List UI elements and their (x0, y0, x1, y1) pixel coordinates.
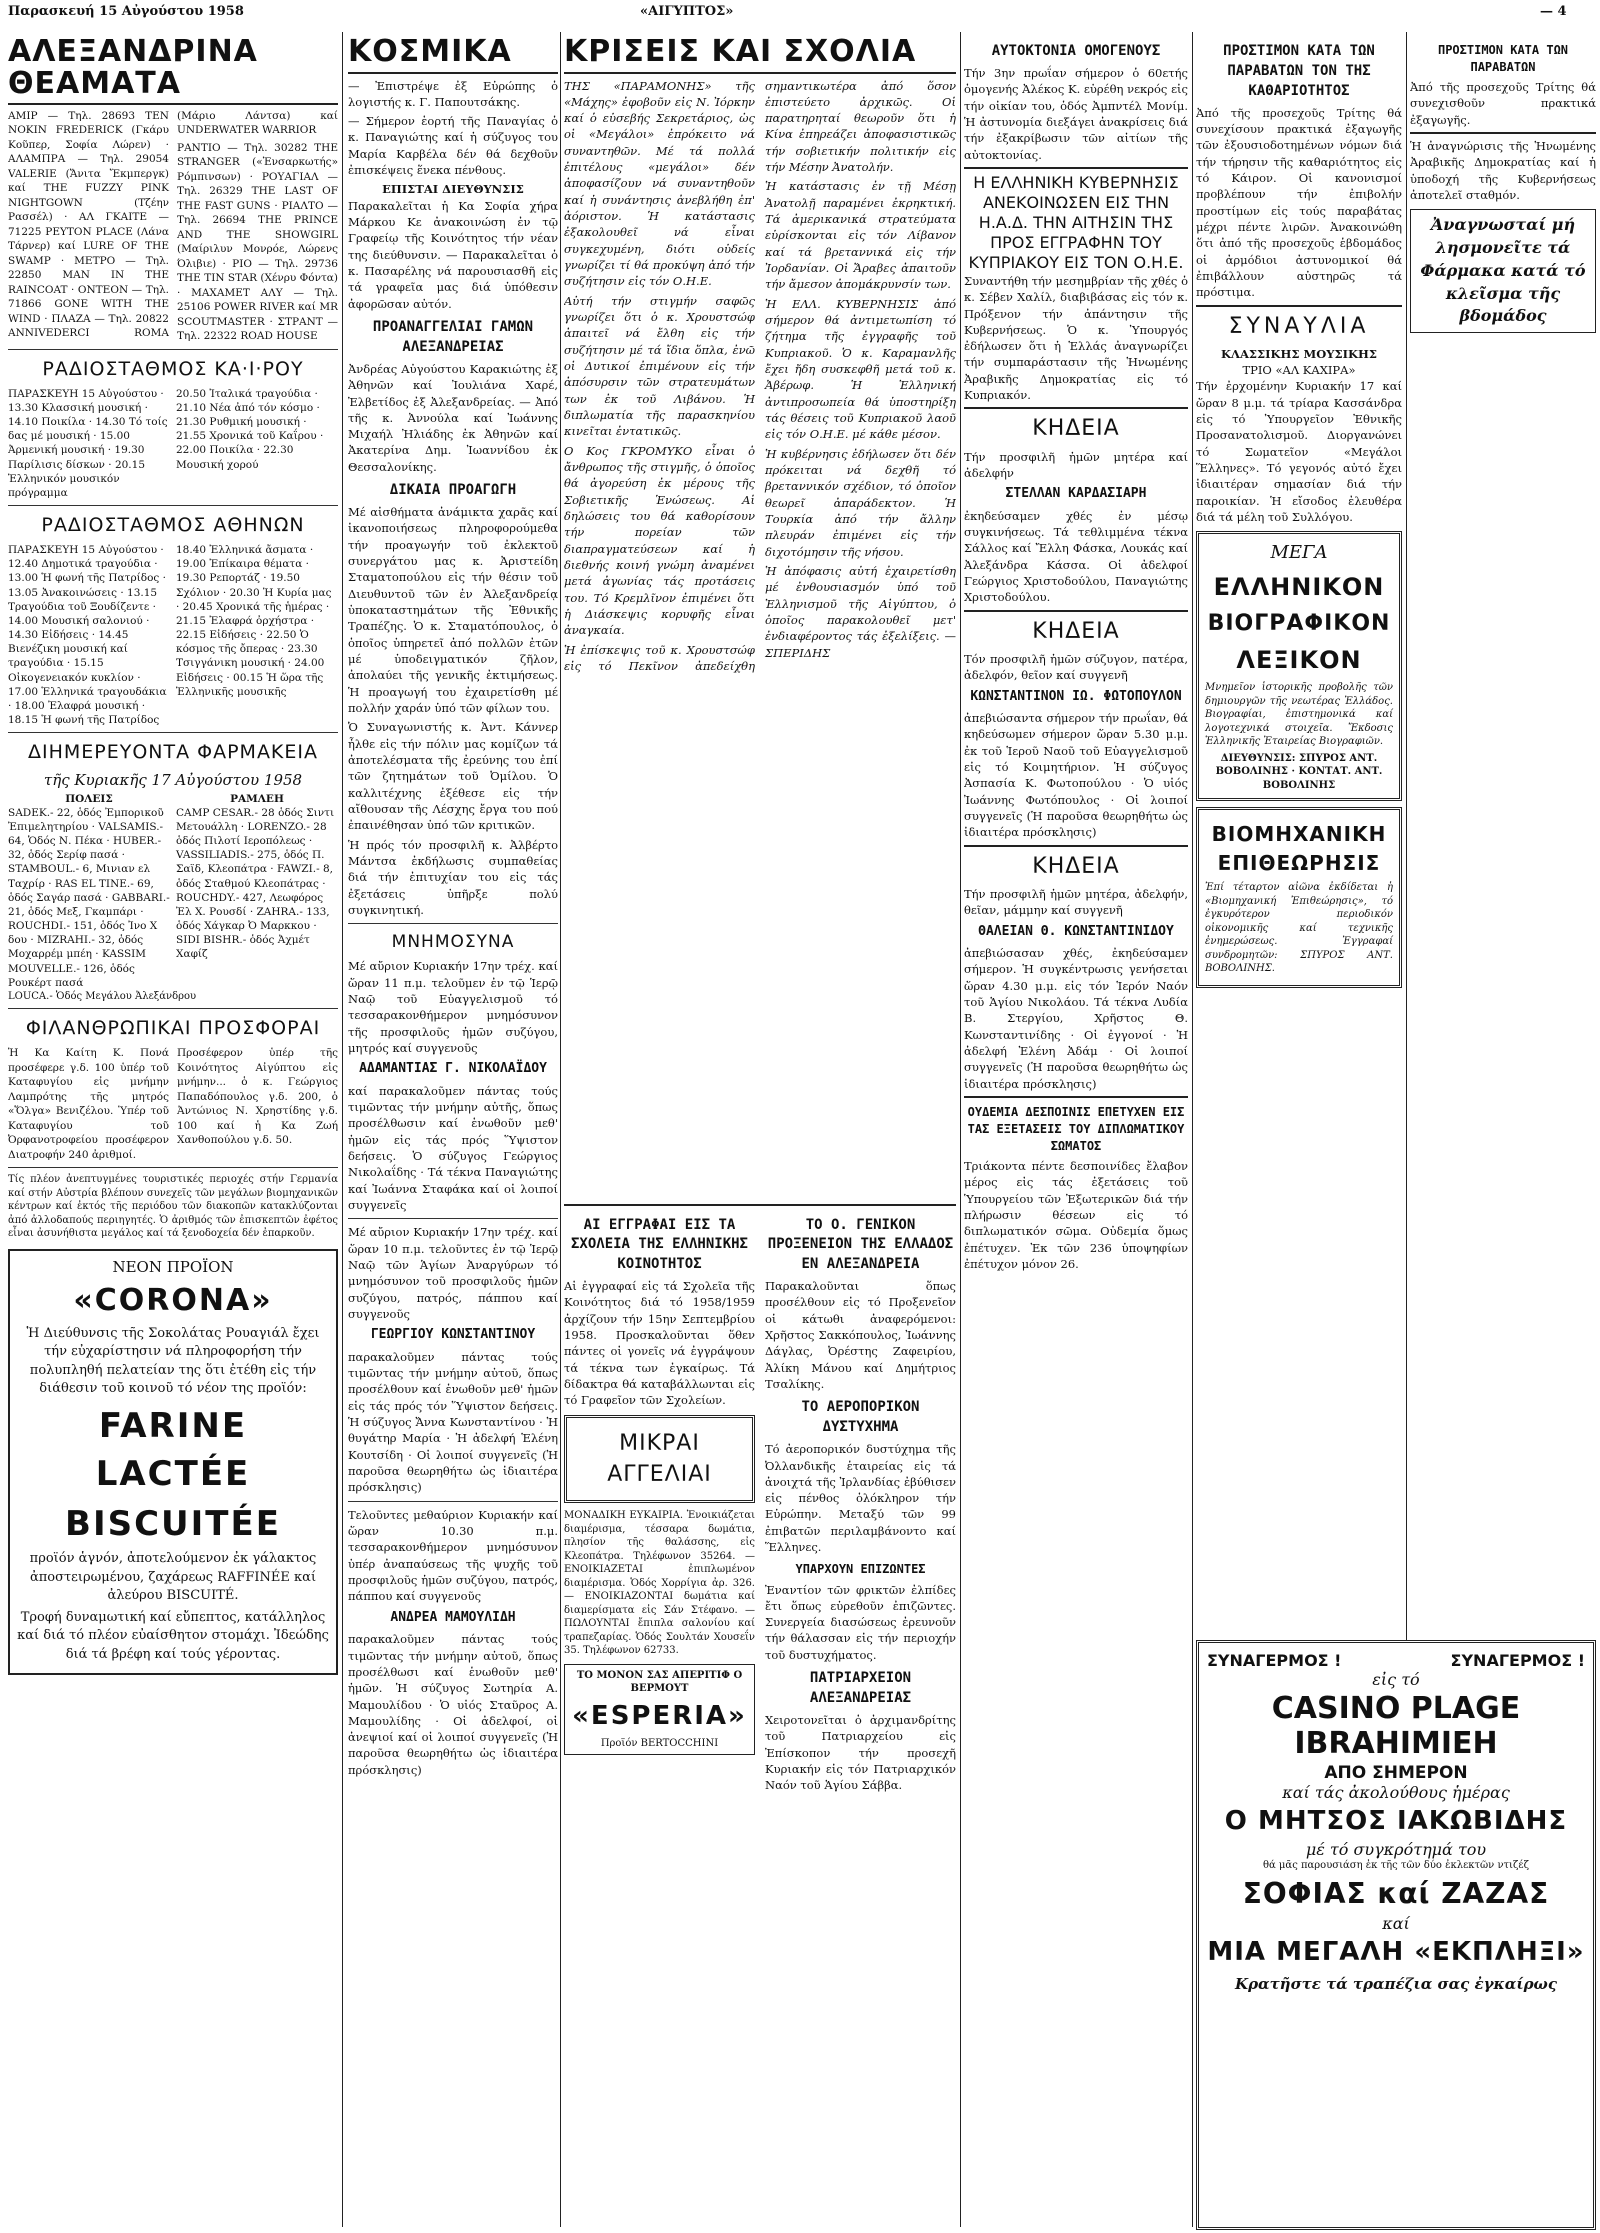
suicide-heading: ΑΥΤΟΚΤΟΝΙΑ ΟΜΟΓΕΝΟΥΣ (991, 43, 1161, 59)
weddings-text: Ἀνδρέας Αὐγούστου Καρακιώτης ἐξ Ἀθηνῶν καί Ἰουλιάνα Χαρέ, Ἐλβετίδος ἐξ Ἀλεξανδρείας. — Ἀπό τῆς κ. Ἀννούλα καί Ἰωάννης Μιχαήλ Ἠλιάδης ἐκ Ἀθηνῶν καί Ἀκατερίνα Δημ. Ἰωαννίδου ἐκ Θεσσαλονίκης. (348, 361, 558, 474)
commentary-p2: Αὐτή τήν στιγμήν σαφῶς γνωρίζει ὅτι ὁ κ. Χρουστσώφ ἀπαιτεῖ νά ἔλθη εἰς τήν συζήτησιν μέ τά ἴδια ὅπλα, ἐνῶ οἱ Δυτικοί ἐπιμένουν εἰς τήν ἀπόσυρσιν τῶν στρατευμάτων των ἐκ τοῦ Λιβάνου. Ἡ διπλωματία τῆς παρασκηνίου κινεῖται ἐντατικῶς. (564, 293, 755, 439)
divider (564, 1204, 956, 1206)
memorial-2-name: ΓΕΩΡΓΙΟΥ ΚΩΝΣΤΑΝΤΙΝΟΥ (370, 1327, 536, 1343)
divider (564, 72, 956, 74)
esperia-maker: Προϊόν BERTOCCHINI (600, 1737, 719, 1749)
memorial-3-intro: Τελοῦντες μεθαύριον Κυριακήν καί ὥραν 10.30 π.μ. τεσσαρακονθήμερον μνημόσυνον ὑπέρ ἀναπαύσεως τῆς ψυχῆς τοῦ προσφιλοῦς ἡμῶν συζύγου, πατρός, πάππου καί συγγενοῦς (348, 1507, 558, 1604)
social-p2: — Σήμερον ἑορτή τῆς Παναγίας ὁ κ. Παναγιώτης καί ἡ σύζυγος του Μαρία Καρβέλα δέν θά δεχθοῦν ἐπισκέψεις ἕνεκα πένθους. (348, 114, 558, 178)
casino-presents: θά μᾶς παρουσιάση ἐκ τῆς τῶν δύο ἐκλεκτῶν ντιζέζ (1262, 1860, 1529, 1871)
concert-heading: ΣΥΝΑΥΛΙΑ (1228, 313, 1370, 339)
weddings-heading: ΠΡΟΑΝΑΓΓΕΛΙΑΙ ΓΑΜΩΝ ΑΛΕΞΑΝΔΡΕΙΑΣ (372, 319, 534, 355)
memorials-heading: ΜΝΗΜΟΣΥΝΑ (391, 932, 515, 953)
commentary-lower (564, 1210, 956, 1797)
social-heading: ΚΟΣΜΙΚΑ (348, 36, 512, 69)
lexicon-contact: ΔΙΕΥΘΥΝΣΙΣ: ΣΠΥΡΟΣ ΑΝΤ. ΒΟΒΟΛΙΝΗΣ · ΚΟΝΤΑΤ. ΑΝΤ. ΒΟΒΟΛΙΝΗΣ (1215, 752, 1383, 791)
concert-subheading: ΚΛΑΣΣΙΚΗΣ ΜΟΥΣΙΚΗΣ (1221, 346, 1377, 361)
radio-cairo-schedule (8, 387, 338, 500)
casino-alarm (1207, 1651, 1585, 1670)
esperia-heading: ΤΟ ΜΟΝΟΝ ΣΑΣ ΑΠΕΡΙΤΙΦ Ο ΒΕΡΜΟΥΤ (576, 1669, 743, 1695)
funeral-1-heading: ΚΗΔΕΙΑ (1032, 416, 1120, 442)
casino-reserve: Κρατῆστε τά τραπέζια σας ἐγκαίρως (1235, 1974, 1557, 1993)
pharmacy-ramleh-list: CAMP CESAR.- 28 ὁδός Σιντι Μετουάλλη · LORENZO.- 28 ὁδός Πιλοτί Ιεροπόλεως · VASSILIADIS.- 275, ὁδός Π. Σαϊδ, Κλεοπάτρα · FAWZI.- 8, ὁδός Σταθμού Κλεοπάτρας · ROUCHDY.- 427, Λεωφόρος Ἐλ Χ. Ρουσδί · ZAHRA.- 133, ὁδός Χάγκαρ Ὀ Μαρκκου · SIDI BISHR.- ὁδός Ἀχμέτ Χαφίζ (176, 806, 335, 961)
memorial-1-name: ΑΔΑΜΑΝΤΙΑΣ Γ. ΝΙΚΟΛΑΪΔΟΥ (359, 1061, 547, 1077)
social-p6: Ὁ Συναγωνιστής κ. Ἀντ. Κάννερ ἦλθε εἰς τήν πόλιν μας κομίζων τά ἀποτελέσματα τῆς ἐρεύνης του ἐπί τῶν ζητημάτων τοῦ Ὀμίλου. Ὁ καλλιτέχνης ἐξέθεσε εἰς τήν αἴθουσαν τῆς Λέσχης ἔργα του πού ἐπαινέθησαν ὑπό τῶν κριτικῶν. (348, 720, 558, 833)
divider (8, 349, 338, 350)
promotion-text: Μέ αἰσθήματα ἀνάμικτα χαρᾶς καί ἱκανοποιήσεως πληροφορούμεθα τήν προαγωγήν τοῦ ἐκλεκτοῦ συνεργάτου μας κ. Ἀριστείδη Σταματοπούλου εἰς τήν θέσιν τοῦ Διευθυντοῦ τῶν ἐν Ἀλεξανδρείᾳ ὑποκαταστημάτων τῆς Ἐθνικῆς Τραπέζης. Ὁ κ. Σταματόπουλος, ὁ ὁποῖος ὑπηρετεῖ ἀπό πολλῶν ἐτῶν μέ ὑποδειγματικόν ζῆλον, ἀπολαύει τῆς γενικῆς ἐκτιμήσεως. Ἡ προαγωγή του ἐχαιρετίσθη μέ πολλήν χαράν ὑπό τῶν φίλων του. (348, 505, 558, 715)
divider (8, 1167, 338, 1168)
philanthropic-a: Ἡ Κα Καίτη Κ. Πονά προσέφερε γ.δ. 100 ὑπέρ τοῦ Καταφυγίου εἰς μνήμην Λαμπρότης τῆς μητρός «Ὅλγα» Βενιζέλου. Ὑπέρ τοῦ Καταφυγίου τοῦ Ὀρφανοτροφείου προσέφερον Διατροφήν 240 ἀριθμοί. (8, 1047, 169, 1161)
lexicon-line-a: ΕΛΛΗΝΙΚΟΝ (1213, 572, 1385, 601)
classifieds-heading: ΜΙΚΡΑΙ ΑΓΓΕΛΙΑΙ (607, 1430, 712, 1487)
casino-singers: ΣΟΦΙΑΣ καί ΖΑΖΑΣ (1242, 1876, 1550, 1910)
pharmacy-ramleh-label: ΡΑΜΛΕΗ (230, 792, 284, 805)
tourism-article: Τίς πλέον ἀνεπτυγμένες τουριστικές περιοχές στήν Γερμανία καί στήν Αὐστρία βλέπουν συνεχεῖς τῶν μεγάλων βιομηχανικῶν κέντρων καί ἐκτός τῆς περιόδου τῶν διακοπῶν κατακλύζονται ἀπό ἀλλοδαπούς περιηγητές. Ὁ ἀριθμός τῶν ἐπισκεπτῶν ἐφέτος εἶναι ἀσυνήθιστα μεγάλος καί τά ξενοδοχεία δέν ἐπαρκοῦν. (8, 1174, 338, 1240)
edge-text-a: Ἀπό τῆς προσεχοῦς Τρίτης θά συνεχισθοῦν πρακτικά ἐξαγωγῆς. (1410, 80, 1596, 127)
funeral-2-text: ἀπεβιώσαντα σήμερον τήν πρωΐαν, θά κηδεύσωμεν σήμερον ὥραν 5.30 μ.μ. ἐκ τοῦ Ἱεροῦ Ναοῦ τοῦ Εὐαγγελισμοῦ εἰς τό Κοιμητήριον. Ἡ σύζυγος Ἀσπασία Κ. Φωτοπούλου · Ὁ υἱός Ἰωάννης Φωτόπουλος · Οἱ λοιποί συγγενεῖς (Ἡ παροῦσα θεωρηθήτω ὡς ἰδιαιτέρα πρόσκλησις) (964, 711, 1188, 840)
column-commentary (564, 36, 956, 2226)
divider (964, 407, 1188, 409)
air-crash-heading: ΤΟ ΑΕΡΟΠΟΡΙΚΟΝ ΔΥΣΤΥΧΗΜΑ (801, 1399, 920, 1436)
divider (964, 167, 1188, 169)
lexicon-pre: ΜΕΓΑ (1270, 542, 1328, 564)
funeral-2-name: ΚΩΝΣΤΑΝΤΙΝΟΝ ΙΩ. ΦΩΤΟΠΟΥΛΟΝ (970, 688, 1182, 704)
masthead-title: «ΑΙΓΥΠΤΟΣ» (640, 4, 734, 19)
corona-note: Τροφή δυναμωτική καί εὔπεπτος, κατάλληλος καί διά τό πλέον εὐαίσθητον στομάχι. Ἰδεώδης διά τά βρέφη καί τούς γέροντας. (17, 1609, 329, 1662)
consulate-text: Παρακαλοῦνται ὅπως προσέλθουν εἰς τό Προξενεῖον οἱ κάτωθι ἀναφερόμενοι: Χρῆστος Σακκόπουλος, Ἰωάννης Δάγλας, Ὀρέστης Ζαφειρίου, Ἀλίκη Μάνου καί Δημήτριος Τσαλίκης. (765, 1279, 956, 1392)
review-heading: ΒΙΟΜΗΧΑΝΙΚΗ ΕΠΙΘΕΩΡΗΣΙΣ (1211, 822, 1387, 875)
column-rule (1192, 32, 1193, 2227)
masthead-page: — 4 (1540, 4, 1567, 19)
greek-government-text: Συναντήθη τήν μεσημβρίαν τῆς χθές ὁ κ. Σέβεν Χαλίλ, διαβιβάσας εἰς τόν κ. Πρόξενον τήν ἀπάντησιν τῆς Κυβερνήσεως. Ὁ κ. Ὑπουργός ἐδήλωσεν ὅτι ἡ Ἑλλάς ἀναγνωρίζει τήν συμπαράστασιν τῆς Ἡνωμένης Ἀραβικῆς Δημοκρατίας εἰς τό Κυπριακόν. (964, 273, 1188, 403)
radio-cairo-heading: ΡΑΔΙΟΣΤΑΘΜΟΣ ΚΑ·Ι·ΡΟΥ (42, 357, 304, 380)
commentary-body (564, 78, 956, 1200)
divider (8, 732, 338, 733)
fines-text: Ἀπό τῆς προσεχοῦς Τρίτης θά συνεχίσουν πρακτικά ἐξαγωγῆς τῶν ἐξουσιοδοτημένων νόμων διά τήν τήρησιν τῆς καθαριότητος εἰς τό Κάιρον. Οἱ κανονισμοί προβλέπουν τήν ἐπιβολήν προστίμων εἰς τούς παραβάτας μέχρι πέντε λιρῶν. Ἀνακοινώθη ὅτι ἀπό τῆς προσεχοῦς ἑβδομάδος οἱ ἀρμόδιοι ἀστυνομικοί θά ἐπιβάλλουν αὐστηρῶς τά πρόστιμα. (1196, 105, 1402, 300)
school-enrollment-heading: ΑΙ ΕΓΓΡΑΦΑΙ ΕΙΣ ΤΑ ΣΧΟΛΕΙΑ ΤΗΣ ΕΛΛΗΝΙΚΗΣ ΚΟΙΝΟΤΗΤΟΣ (570, 1216, 748, 1273)
memorial-1-intro: Μέ αὔριον Κυριακήν 17ην τρέχ. καί ὥραν 11 π.μ. τελοῦμεν ἐν τῷ Ἱερῷ Ναῷ τοῦ Εὐαγγελισμοῦ τό τεσσαρακονθήμερον μνημόσυνον τῆς προσφιλοῦς ἡμῶν συζύγου, μητρός καί συγγενοῦς (348, 959, 558, 1055)
commentary-p5: Ἡ κατάστασις ἐν τῇ Μέσῃ Ἀνατολῇ παραμένει ἐκρηκτική. Τά ἀμερικανικά στρατεύματα εὑρίσκονται εἰς τόν Λίβανον καί τά βρεταννικά εἰς τήν Ἰορδανίαν. Οἱ Ἄραβες ἀπαιτοῦν τήν ἄμεσον ἀπομάκρυνσίν των. (765, 179, 956, 292)
casino-alarm-b: ΣΥΝΑΓΕΡΜΟΣ ! (1450, 1651, 1585, 1670)
column-news (964, 36, 1188, 2226)
corona-brand: «CORONA» (73, 1283, 273, 1319)
readers-notice-text: Ἀναγνωσταί μή λησμονεῖτε τά Φάρμακα κατά τό κλεῖσμα τῆς βδομάδος (1420, 215, 1586, 326)
review-advert (1196, 807, 1402, 987)
esperia-brand: «ESPERIA» (572, 1700, 747, 1731)
commentary-p7: Ἡ κυβέρνησις ἐδήλωσεν ὅτι δέν πρόκειται νά δεχθῆ τό βρεταννικόν σχέδιον, τό ὁποῖον θεωρεῖ ἀπαράδεκτον. Ἡ Τουρκία ἀπό τήν ἄλλην πλευράν ἐπιμένει εἰς τήν διχοτόμησιν τῆς νήσου. (765, 446, 956, 559)
classifieds-box (564, 1415, 755, 1503)
column-social (348, 36, 558, 2226)
social-p3: Παρακαλεῖται ἡ Κα Σοφία χήρα Μάρκου Κε ἀνακοινώση ἐν τῷ Γραφείῳ τῆς Κοινότητος τήν νέαν της διεύθυνσιν. — Παρακαλεῖται ὁ κ. Πασαρέλης νά παρουσιασθῆ εἰς τά γραφεῖα μας διά ὑπόθεσιν ἀφορῶσαν αὐτόν. (348, 198, 558, 311)
divider (8, 505, 338, 506)
pharmacy-list (8, 792, 338, 990)
funeral-3-intro: Τήν προσφιλῆ ἡμῶν μητέρα, ἀδελφήν, θεῖαν, μάμμην καί συγγενῆ (964, 886, 1188, 918)
divider (8, 103, 338, 105)
radio-cairo-col-a: ΠΑΡΑΣΚΕΥΗ 15 Αὐγούστου · 13.30 Κλασσική μουσική · 14.10 Ποικίλα · 14.30 Τό τοίς δας μέ μουσική · 15.00 Ἀρμενική μουσική · 19.30 Παρίλισις δίσκων · 20.15 Ἑλληνικόν μουσικόν πρόγραμμα (8, 387, 168, 499)
diplomatic-exam-heading: ΟΥΔΕΜΙΑ ΔΕΣΠΟΙΝΙΣ ΕΠΕΤΥΧΕΝ ΕΙΣ ΤΑΣ ΕΞΕΤΑΣΕΙΣ ΤΟΥ ΔΙΠΛΩΜΑΤΙΚΟΥ ΣΩΜΑΤΟΣ (967, 1105, 1185, 1154)
diplomatic-exam-text: Τριάκοντα πέντε δεσποινίδες ἔλαβον μέρος εἰς τάς ἐξετάσεις τοῦ Ὑπουργείου τῶν Ἐξωτερικῶν διά τήν πλήρωσιν θέσεων εἰς τό διπλωματικόν σῶμα. Οὐδεμία ὅμως ἐπέτυχεν. Ἐκ τῶν 236 ὑποψηφίων ἐπέτυχον μόνον 26. (964, 1159, 1188, 1272)
funeral-2-intro: Τόν προσφιλῆ ἡμῶν σύζυγον, πατέρα, ἀδελφόν, θεῖον καί συγγενῆ (964, 652, 1188, 683)
divider (1196, 305, 1402, 307)
philanthropic-text (8, 1046, 338, 1162)
pharmacy-city-list: SADEK.- 22, ὁδός Ἐμπορικοῦ Ἐπιμελητηρίου · VALSAMIS.- 64, Ὁδός Ν. Πέκα · HUBER.- 32, ὁδός Σερίφ πασά · STAMBOUL.- 6, Μινιαν ελ Ταχρίρ · RAS EL TINE.- 69, ὁδός Σαγάρ πασά · GABBARI.- 21, ὁδός Μεξ, Γκαμπάρι · ROUCHDI.- 151, ὁδός Ἰνο Χ δου · MIZRAHI.- 32, ὁδός Μοχαρρέμ μπέη · KASSIM MOUVELLE.- 126, ὁδός Ρουκέρτ πασά (8, 806, 170, 989)
survivors-heading: ΥΠΑΡΧΟΥΝ ΕΠΙΖΩΝΤΕΣ (795, 1562, 926, 1577)
commentary-p6: Ἡ ΕΛΛ. ΚΥΒΕΡΝΗΣΙΣ ἀπό σήμερον θά ἀντιμετωπίση τό ζήτημα τῆς ἐγγραφῆς τοῦ Κυπριακοῦ. Ὁ κ. Καραμανλῆς ἔχει ἤδη συσκεφθῆ μετά τοῦ κ. Ἀβέρωφ. Ἡ Ἑλληνική ἀντιπροσωπεία θά ὑποστηρίξη τάς θέσεις τοῦ Κυπριακοῦ λαοῦ εἰς τόν Ο.Η.Ε. μέ κάθε μέσον. (765, 296, 956, 442)
patriarchate-heading: ΠΑΤΡΙΑΡΧΕΙΟΝ ΑΛΕΞΑΝΔΡΕΙΑΣ (809, 1670, 912, 1707)
addresses-heading: ΕΠΙΣΤΑΙ ΔΙΕΥΘΥΝΣΙΣ (382, 182, 524, 197)
edge-heading: ΠΡΟΣΤΙΜΟΝ ΚΑΤΑ ΤΩΝ ΠΑΡΑΒΑΤΩΝ (1437, 43, 1569, 75)
radio-cairo-col-b: 20.50 Ἰταλικά τραγούδια · 21.10 Νέα ἀπό τόν κόσμο · 21.30 Ρυθμική μουσική · 21.55 Χρονικά τοῦ Καΐρου · 22.00 Ποικίλα · 22.30 Μουσική χορού (176, 387, 324, 471)
lexicon-line-c: ΛΕΞΙΚΟΝ (1236, 646, 1362, 675)
column-rule (960, 32, 961, 2227)
corona-text: Ἡ Διεύθυνσις τῆς Σοκολάτας Ρουαγιάλ ἔχει τήν εὐχαρίστησιν νά πληροφορήση τήν πολυπληθή πελατείαν της ὅτι ἐτέθη εἰς τήν διάθεσιν τοῦ κοινοῦ τό νέον της προϊόν: (26, 1325, 320, 1397)
lexicon-line-b: ΒΙΟΓΡΑΦΙΚΟΝ (1207, 611, 1391, 637)
philanthropic-b: Προσέφερον ὑπέρ τῆς Κοινότητος Αἰγύπτου εἰς μνήμην... ὁ κ. Γεώργιος Παπαδόπουλος γ.δ. 200, ὁ Ἀντώνιος Ν. Χρηστίδης γ.δ. 100 καί ἡ Κα Ζωή Χανθοπούλου γ.δ. 50. (177, 1047, 338, 1147)
patriarchate-text: Χειροτονεῖται ὁ ἀρχιμανδρίτης τοῦ Πατριαρχείου εἰς Ἐπίσκοπον τήν προσεχῆ Κυριακήν εἰς τόν Πατριαρχικόν Ναόν τοῦ Ἁγίου Σάββα. (765, 1712, 956, 1793)
promotion-heading: ΔΙΚΑΙΑ ΠΡΟΑΓΩΓΗ (389, 482, 517, 499)
radio-athens-col-b: 18.40 Ἐλληνικά ἄσματα · 19.00 Ἐπίκαιρα θέματα · 19.30 Ρεπορτάζ · 19.50 Σχόλιον · 20.30 Ἡ Κυρία μας · 20.45 Χρονικά τῆς ἡμέρας · 21.15 Ἐλαφρά ὀρχήστρα · 22.15 Εἰδήσεις · 22.50 Ὁ κόσμος τῆς ὄπερας · 23.30 Τσιγγάνικη μουσική · 24.00 Εἰδήσεις · 00.15 Ἡ ὥρα τῆς Ἑλληνικῆς μουσικῆς (176, 544, 332, 698)
classifieds-text: ΜΟΝΑΔΙΚΗ ΕΥΚΑΙΡΙΑ. Ἐνοικιάζεται διαμέρισμα, τέσσαρα δωμάτια, πλησίον τῆς θαλάσσης, εἰς Κλεοπάτρα. Τηλέφωνον 35264. — ΕΝΟΙΚΙΑΖΕΤΑΙ ἐπιπλωμένον διαμέρισμα. Ὁδός Χορρίγια ἀρ. 326. — ΕΝΟΙΚΙΑΖΟΝΤΑΙ δωμάτια καί διαμερίσματα εἰς Σάν Στέφανο. — ΠΩΛΟΥΝΤΑΙ ἔπιπλα σαλονίου καί τραπεζαρίας. Ὁδός Σουλτάν Χουσεΐν 35. Τηλέφωνον 62733. (564, 1510, 755, 1657)
divider (348, 1501, 558, 1502)
commentary-p8: Ἡ ἀπόφασις αὐτή ἐχαιρετίσθη μέ ἐνθουσιασμόν ὑπό τοῦ Ἑλληνισμοῦ τῆς Αἰγύπτου, ὁ ὁποῖος παρακολουθεῖ μετ' ἐνδιαφέροντος τάς ἐξελίξεις. — ΣΠΕΡΙΔΗΣ (765, 564, 956, 660)
casino-and: καί (1382, 1913, 1410, 1933)
funeral-3-text: ἀπεβιώσασαν χθές, ἐκηδεύσαμεν σήμερον. Ἡ συγκέντρωσις γενήσεται ὥραν 4.30 μ.μ. εἰς τόν Ἱερόν Ναόν τοῦ Ἁγίου Νικολάου. Τά τέκνα Λυδία Β. Στεργίου, Χρῆστος Θ. Κωνσταντινίδης · Οἱ ἐγγονοί · Ἡ ἀδελφή Ἑλένη Ἀδάμ · Οἱ λοιποί συγγενεῖς (Ἡ παροῦσα θεωρηθήτω ὡς ἰδιαιτέρα πρόσκλησις) (964, 946, 1188, 1091)
cinema-list-right: ΡΑΝΤΙΟ — Τηλ. 30282 THE STRANGER («Ἐνσαρκωτής» Ρόμπινσων) · ΡΟΥΑΓΙΑΛ — Τηλ. 26329 THE LAST OF THE FAST GUNS · ΡΙΑΛΤΟ — Τηλ. 26694 THE PRINCE AND THE SHOWGIRL (Μαίριλυν Μονρόε, Λώρενς Όλιβιε) · ΡΙΟ — Τηλ. 29736 THE TIN STAR (Χένρυ Φόντα) · ΜΑΧΑΜΕΤ ΑΛΥ — Τηλ. 25106 POWER RIVER καί MR SCOUTMASTER · ΣΤΡΑΝΤ — Τηλ. 22322 ROAD HOUSE (177, 141, 338, 343)
column-rule (342, 32, 343, 2227)
casino-advert (1196, 1640, 1596, 2230)
funeral-3-name: ΘΑΛΕΙΑΝ Θ. ΚΩΝΣΤΑΝΤΙΝΙΔΟΥ (978, 923, 1174, 939)
masthead-date: Παρασκευή 15 Αὐγούστου 1958 (8, 4, 244, 19)
lexicon-text: Μνημεῖον ἱστορικῆς προβολῆς τῶν δημιουργῶν τῆς νεωτέρας Ἑλλάδος. Βιογραφίαι, ἐπιστημονικά καί λογοτεχνικά στοιχεῖα. Ἔκδοσις Ἑλληνικῆς Ἐταιρείας Βιογραφιῶν. (1205, 682, 1393, 748)
divider (964, 610, 1188, 612)
divider (1410, 132, 1596, 134)
corona-desc: προϊόν ἁγνόν, ἀποτελούμενον ἐκ γάλακτος ἀποστειρωμένου, ζαχάρεως RAFFINÉE καί ἀλεύρου BISCUITÉ. (29, 1551, 317, 1604)
fines-heading: ΠΡΟΣΤΙΜΟΝ ΚΑΤΑ ΤΩΝ ΠΑΡΑΒΑΤΩΝ ΤΟΝ ΤΗΣ ΚΑΘΑΡΙΟΤΗΤΟΣ (1223, 43, 1375, 99)
theatres-heading: ΑΛΕΞΑΝΔΡΙΝΑ ΘΕΑΜΑΤΑ (8, 36, 258, 101)
funeral-1-name: ΣΤΕΛΛΑΝ ΚΑΡΔΑΣΙΑΡΗ (1005, 486, 1147, 502)
funeral-1-intro: Τήν προσφιλῆ ἡμῶν μητέρα καί ἀδελφήν (964, 449, 1188, 481)
memorial-3-text: παρακαλοῦμεν πάντας τούς τιμῶντας τήν μνήμην αὐτοῦ, ὅπως προσέλθωσι καί ἑνωθοῦν μεθ' ἡμῶν. Ἡ σύζυγος Σωτηρία Α. Μαμουλίδου · Ὁ υἱός Σταῦρος Α. Μαμουλίδης · Οἱ ἀδελφοί, οἱ ἀνεψιοί καί οἱ λοιποί συγγενεῖς (Ἡ παροῦσα θεωρηθήτω ὡς ἰδιαιτέρα πρόσκλησις) (348, 1632, 558, 1777)
divider (348, 72, 558, 74)
edge-text-b: Ἡ ἀναγνώρισις τῆς Ἡνωμένης Ἀραβικῆς Δημοκρατίας καί ἡ ὑποδοχή τῆς Κυβερνήσεως ἀποτελεῖ σταθμόν. (1410, 139, 1596, 203)
radio-athens-heading: ΡΑΔΙΟΣΤΑΘΜΟΣ ΑΘΗΝΩΝ (41, 514, 305, 537)
divider (348, 1218, 558, 1219)
greek-government-heading: Η ΕΛΛΗΝΙΚΗ ΚΥΒΕΡΝΗΣΙΣ ΑΝΕΚΟΙΝΩΣΕΝ ΕΙΣ ΤΗΝ Η.Α.Δ. ΤΗΝ ΑΙΤΗΣΙΝ ΤΗΣ ΠΡΟΣ ΕΓΓΡΑΦΗΝ ΤΟΥ ΚΥΠΡΙΑΚΟΥ ΕΙΣ ΤΟΝ Ο.Η.Ε. (968, 172, 1184, 272)
corona-advert (8, 1249, 338, 1675)
commentary-p3: Ο Κος ΓΚΡΟΜΥΚΟ εἶναι ὁ ἄνθρωπος τῆς στιγμῆς, ὁ ὁποῖος θά ἀγορεύση ἐκ μέρους τῆς Σοβιετικῆς Ἑνώσεως. Αἱ δηλώσεις του θά καθορίσουν τήν πορείαν τῶν διαπραγματεύσεων καί ἡ διεθνής κοινή γνώμη ἀναμένει μετά ἀγωνίας τάς προτάσεις του. Τό Κρεμλῖνον ἐπιμένει ὅτι ἡ Διάσκεψις κορυφῆς εἶναι ἀναγκαία. (564, 443, 755, 638)
casino-at: εἰς τό (1372, 1670, 1420, 1689)
memorial-1-text: καί παρακαλοῦμεν πάντας τούς τιμῶντας τήν μνήμην αὐτῆς, ὅπως προσέλθωσιν καί ἑνωθοῦν μεθ' ἡμῶν εἰς τάς πρός Ὕψιστον δεήσεις. Ὁ σύζυγος Γεώργιος Νικολαΐδης · Τά τέκνα Παναγιώτης καί Ἰωάννα Σταφάκα καί οἱ λοιποί συγγενεῖς (348, 1083, 558, 1213)
pharmacy-city-label: ΠΟΛΕΙΣ (65, 792, 113, 805)
casino-from-today: ΑΠΟ ΣΗΜΕΡΟΝ (1324, 1763, 1468, 1783)
column-rule (560, 32, 561, 2227)
commentary-heading: ΚΡΙΣΕΙΣ ΚΑΙ ΣΧΟΛΙΑ (564, 36, 917, 69)
biscuitee: BISCUITÉE (65, 1504, 281, 1545)
casino-ensemble: μέ τό συγκρότημά του (1305, 1840, 1487, 1859)
radio-athens-schedule (8, 543, 338, 727)
survivors-text: Ἐναντίον τῶν φρικτῶν ἐλπίδες ἔτι ὅπως εὑρεθοῦν ἐπιζῶντες. Συνεργεία διασώσεως ἐρευνοῦν τήν θάλασσαν εἰς τήν περιοχήν τοῦ δυστυχήματος. (765, 1582, 956, 1662)
funeral-2-heading: ΚΗΔΕΙΑ (1032, 618, 1120, 644)
review-text: Ἐπί τέταρτον αἰῶνα ἐκδίδεται ἡ «Βιομηχανική Ἐπιθεώρησις», τό ἐγκυρότερον περιοδικόν οἰκονομικῆς καί τεχνικῆς ἐνημερώσεως. Ἐγγραφαί συνδρομητῶν: ΣΠΥΡΟΣ ΑΝΤ. ΒΟΒΟΛΙΝΗΣ. (1205, 882, 1393, 975)
casino-name: CASINO PLAGE IBRAHIMIEH (1271, 1691, 1521, 1761)
cinema-listings (8, 109, 338, 344)
suicide-text: Τήν 3ην πρωΐαν σήμερον ὁ 60ετής ὁμογενής Ἀλέκος Κ. εὑρέθη νεκρός εἰς τήν οἰκίαν του, ὁδός Ἀμπντέλ Μονίμ. Ἡ ἀστυνομία διεξάγει ἀνακρίσεις διά τήν ἐξακρίβωσιν τῶν αἰτίων τῆς αὐτοκτονίας. (964, 65, 1188, 162)
esperia-advert (564, 1664, 755, 1755)
farine-lactee: FARINE LACTÉE (95, 1405, 251, 1494)
lexicon-advert (1196, 531, 1402, 801)
divider (964, 845, 1188, 847)
column-entertainment (8, 36, 338, 2226)
social-p1: — Ἐπιστρέψε ἐξ Εὐρώπης ὁ λογιστής κ. Γ. Παπουτσάκης. (348, 78, 558, 109)
memorial-2-intro: Μέ αὔριον Κυριακήν 17ην τρέχ. καί ὥραν 10 π.μ. τελοῦντες ἐν τῷ Ἱερῷ Ναῷ τῶν Ἁγίων Ἀναργύρων τό μνημόσυνον τοῦ προσφιλοῦς ἡμῶν συζύγου, πατρός, πάππου καί συγγενοῦς (348, 1225, 558, 1322)
social-p7: Ἡ πρός τόν προσφιλῆ κ. Ἀλβέρτο Μάντσα ἐκδήλωσις συμπαθείας διά τήν ἐπιτυχίαν του εἰς τάς ἐξετάσεις ὑπῆρξε πολύ συγκινητική. (348, 837, 558, 917)
casino-following-days: καί τάς ἀκολούθους ἡμέρας (1282, 1783, 1510, 1802)
pharmacy-heading: ΔΙΗΜΕΡΕΥΟΝΤΑ ΦΑΡΜΑΚΕΙΑ (27, 741, 319, 764)
casino-alarm-a: ΣΥΝΑΓΕΡΜΟΣ ! (1207, 1651, 1342, 1670)
memorial-2-text: παρακαλοῦμεν πάντας τούς τιμῶντας τήν μνήμην αὐτοῦ, ὅπως προσέλθουν καί ἑνωθοῦν μεθ' ἡμῶν εἰς τάς πρός τόν Ὕψιστον δεήσεις. Ἡ σύζυγος Ἄννα Κωνσταντίνου · Ἡ θυγάτηρ Μαρία · Ἡ ἀδελφή Ἑλένη Κουτσίδη · Οἱ λοιποί συγγενεῖς (Ἡ παροῦσα θεωρηθήτω ὡς ἰδιαιτέρα πρόσκλησις) (348, 1349, 558, 1495)
readers-notice (1410, 209, 1596, 333)
consulate-heading: ΤΟ Ο. ΓΕΝΙΚΟΝ ΠΡΟΞΕΝΕΙΟΝ ΤΗΣ ΕΛΛΑΔΟΣ ΕΝ ΑΛΕΞΑΝΔΡΕΙΑ (767, 1216, 954, 1273)
pharmacy-louca: LOUCA.- Ὁδός Μεγάλου Ἀλεξάνδρου (8, 990, 197, 1002)
radio-athens-col-a: ΠΑΡΑΣΚΕΥΗ 15 Αὐγούστου · 12.40 Δημοτικά τραγούδια · 13.00 Ἡ φωνή τῆς Πατρίδος · 13.05 Ἀνακοινώσεις · 13.15 Τραγούδια τοῦ Ξουδίζεντε · 14.00 Μουσική σαλονιού · 14.30 Εἰδήσεις · 14.45 Βιενέζικη μουσική καί τραγούδια · 15.15 Οἰκογενειακόν κυκλίον · 17.00 Ἑλληνικά τραγουδάκια · 18.00 Ἐλαφρά μουσική · 18.15 Ἡ φωνή τῆς Πατρίδος (8, 544, 167, 727)
school-enrollment-text: Αἱ ἐγγραφαί εἰς τά Σχολεῖα τῆς Κοινότητος διά τό 1958/1959 ἀρχίζουν τήν 15ην Σεπτεμβρίου 1958. Προσκαλοῦνται ὅθεν πάντες οἱ γονεῖς νά ἐγγράψουν τά τέκνα των ἐγκαίρως. Τά δίδακτρα θά καταβάλλωνται εἰς τό Γραφεῖον τῶν Σχολείων. (564, 1279, 755, 1408)
divider (964, 1096, 1188, 1098)
casino-surprise: ΜΙΑ ΜΕΓΑΛΗ «ΕΚΠΛΗΞΙ» (1207, 1936, 1585, 1967)
commentary-p4: Ἡ ἐπίσκεψις τοῦ κ. Χρουστσώφ εἰς τό Πεκῖνον ἀπεδείχθη σημαντικωτέρα ἀπό ὅσον ἐπιστεύετο ἀρχικῶς. Οἱ παρατηρηταί θεωροῦν ὅτι ἡ Κίνα ἐπηρεάζει ἀποφασιστικῶς τήν σοβιετικήν πολιτικήν εἰς τήν Μέσην Ἀνατολήν. (564, 78, 956, 673)
air-crash-text: Τό ἀεροπορικόν δυστύχημα τῆς Ὀλλανδικῆς ἑταιρείας εἰς τά ἀνοιχτά τῆς Ἰρλανδίας ἐβύθισεν εἰς πένθος ὁλόκληρον τήν Εὐρώπην. Μεταξύ τῶν 99 ἐπιβατῶν περιλαμβάνοντο καί Ἕλληνες. (765, 1442, 956, 1555)
casino-performer: Ο ΜΗΤΣΟΣ ΙΑΚΩΒΙΔΗΣ (1224, 1806, 1568, 1836)
concert-text: Τήν ἐρχομένην Κυριακήν 17 καί ὥραν 8 μ.μ. τά τρίαρα Κασσάνδρα εἰς τό Ὑπουργεῖον Ἐθνικῆς Προσανατολισμοῦ. Διοργανώνει τό Σωματεῖον «Μεγάλοι Ἕλληνες». Τό γεγονός αὐτό ἔχει ἰδιαιτέραν σημασίαν διά τήν παροικίαν. Ἡ εἴσοδος ἐλευθέρα διά τά μέλη τοῦ Συλλόγου. (1196, 379, 1402, 525)
commentary-p1: ΤΗΣ «ΠΑΡΑΜΟΝΗΣ» τῆς «Μάχης» ἐφοβοῦν εἰς Ν. Ἰόρκην καί ὁ εὐσεβής Σεκρετάριος, ὡς οἱ «Μεγάλοι» ἐπρόκειτο νά συναντηθῶν. Μέ τά πολλά ἐπιτέλους «μεγάλοι» δέν ἀποφασίζουν νά συναντηθοῦν καί ἡ συνάντησις ἀνεβλήθη ἐπ' ἀόριστον. Ἡ κατάστασις ἐξακολουθεῖ νά εἶναι συγκεχυμένη, διότι οὐδείς γνωρίζει τί θά προκύψη ἀπό τήν συζήτησιν εἰς τόν Ο.Η.Ε. (564, 78, 755, 289)
memorial-3-name: ΑΝΔΡΕΑ ΜΑΜΟΥΛΙΔΗ (390, 1609, 516, 1625)
divider (348, 923, 558, 924)
funeral-1-text: ἐκηδεύσαμεν χθές ἐν μέσῳ συγκινήσεως. Τά τεθλιμμένα τέκνα Σάλλος καί Ἔλλη Φάσκα, Λουκάς καί Ἀλεξάνδρα Κάσσα. Οἱ ἀδελφοί Γεώργιος Χριστοδούλου, Παναγιώτης Χριστοδούλου. (964, 508, 1188, 605)
philanthropic-heading: ΦΙΛΑΝΘΡΩΠΙΚΑΙ ΠΡΟΣΦΟΡΑΙ (25, 1017, 321, 1040)
cinema-list-left: ΑΜΙΡ — Τηλ. 28693 TEN NOKIN FREDERICK (Γκάρυ Κοῦπερ, Σοφία Λώρεν) · ΑΛΑΜΠΡΑ — Τηλ. 29054 VALERIE (Ἄνιτα Ἔκμπεργκ) καί THE FUZZY PINK NIGHTGOWN (Τζέην Ρασσέλ) · ΑΛ ΓΚΑΙΤΕ — 71225 PEYTON PLACE (Λάνα Τάρνερ) καί LURE OF THE SWAMP · ΜΕΤΡΟ — Τηλ. 22850 MAN IN THE RAINCOAT · ΟΝΤΕΟΝ — Τηλ. 71866 GONE WITH THE WIND · ΠΛΑΖΑ — Τηλ. 20822 ΑΝΝΙVEDERCI ROMA (Μάριο Λάντσα) καί UNDERWATER WARRIOR (8, 110, 338, 340)
concert-trio: ΤΡΙΟ «ΑΛ ΚΑΧΙΡΑ» (1242, 363, 1356, 378)
funeral-3-heading: ΚΗΔΕΙΑ (1032, 853, 1120, 879)
pharmacy-subheading: τῆς Κυριακῆς 17 Αὐγούστου 1958 (43, 771, 303, 790)
masthead (0, 0, 1600, 22)
corona-pre: ΝΕΟΝ ΠΡΟΪΟΝ (112, 1257, 234, 1276)
divider (8, 1008, 338, 1009)
